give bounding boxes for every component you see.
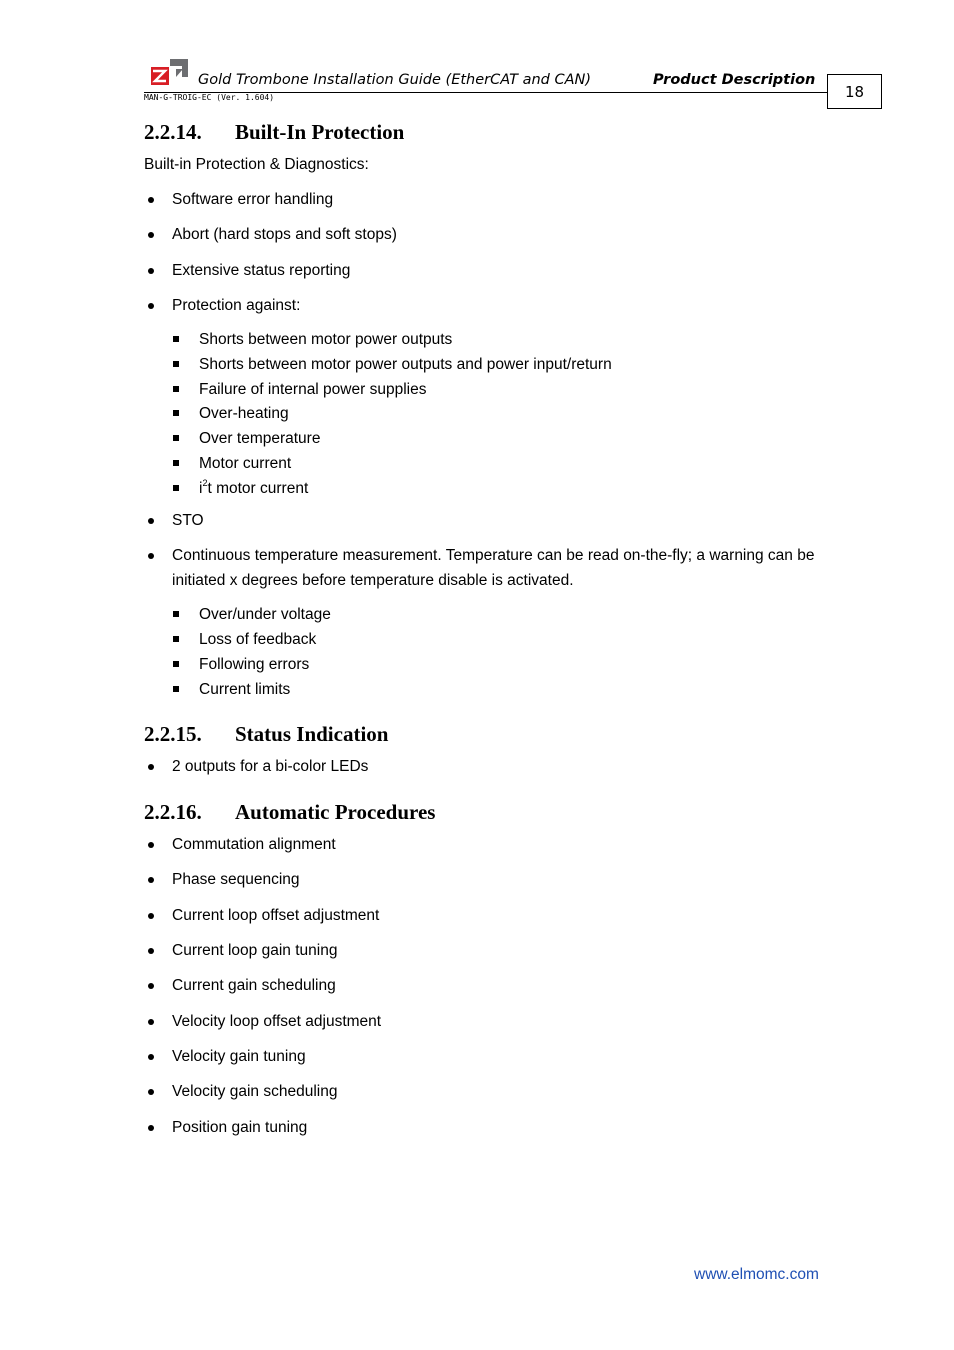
section-title: Built-In Protection — [235, 120, 405, 144]
i2t-base: i — [199, 480, 203, 497]
list-item: Abort (hard stops and soft stops) — [172, 222, 397, 247]
section-heading-2-2-14 — [144, 120, 404, 145]
list-item: Current loop offset adjustment — [172, 903, 379, 928]
section-heading-2-2-15 — [144, 722, 388, 747]
sub-list-item: Current limits — [199, 677, 290, 702]
section-heading-2-2-16 — [144, 800, 435, 825]
header-section-name: Product Description — [653, 72, 816, 88]
i2t-superscript: 2 — [202, 478, 208, 488]
footer-website-link[interactable]: www.elmomc.com — [694, 1266, 819, 1283]
page-number: 18 — [827, 74, 882, 109]
list-item: 2 outputs for a bi-color LEDs — [172, 754, 368, 779]
section-title: Automatic Procedures — [235, 800, 436, 824]
sub-list-item: Loss of feedback — [199, 627, 316, 652]
sub-list-item: Over-heating — [199, 401, 289, 426]
section-title: Status Indication — [235, 722, 389, 746]
list-item: Position gain tuning — [172, 1115, 307, 1140]
sub-list-item: Following errors — [199, 652, 309, 677]
section-number: 2.2.15. — [144, 722, 202, 746]
manual-code: MAN-G-TROIG-EC (Ver. 1.604) — [144, 93, 275, 102]
list-item: Velocity gain tuning — [172, 1044, 306, 1069]
document-title: Gold Trombone Installation Guide (EtherCAT and CAN) — [198, 72, 592, 88]
section-number: 2.2.16. — [144, 800, 202, 824]
sub-list-item: Over/under voltage — [199, 602, 331, 627]
list-item: Velocity gain scheduling — [172, 1079, 337, 1104]
sub-list-item: Shorts between motor power outputs — [199, 327, 452, 352]
list-item: Velocity loop offset adjustment — [172, 1009, 381, 1034]
list-item: Extensive status reporting — [172, 258, 350, 283]
list-item: Software error handling — [172, 187, 333, 212]
sub-list-item: Motor current — [199, 451, 291, 476]
section-number: 2.2.14. — [144, 120, 202, 144]
sub-list-item: Shorts between motor power outputs and power input/return — [199, 352, 612, 377]
i2t-rest: t motor current — [207, 480, 309, 497]
sub-list-item: Over temperature — [199, 426, 320, 451]
list-item: Protection against: — [172, 293, 300, 318]
elmo-logo-icon — [149, 57, 189, 87]
list-item: Current gain scheduling — [172, 973, 336, 998]
list-item: Continuous temperature measurement. Temperature can be read on-the-fly; a warning can be initiated x degrees before temperature disable is activated. — [172, 543, 832, 593]
sub-list-item: Failure of internal power supplies — [199, 377, 426, 402]
list-item: Current loop gain tuning — [172, 938, 337, 963]
list-item: Phase sequencing — [172, 867, 300, 892]
list-item: Commutation alignment — [172, 832, 336, 857]
list-item: STO — [172, 508, 204, 533]
intro-paragraph: Built-in Protection & Diagnostics: — [144, 156, 369, 173]
sub-list-item-i2t — [199, 476, 308, 501]
